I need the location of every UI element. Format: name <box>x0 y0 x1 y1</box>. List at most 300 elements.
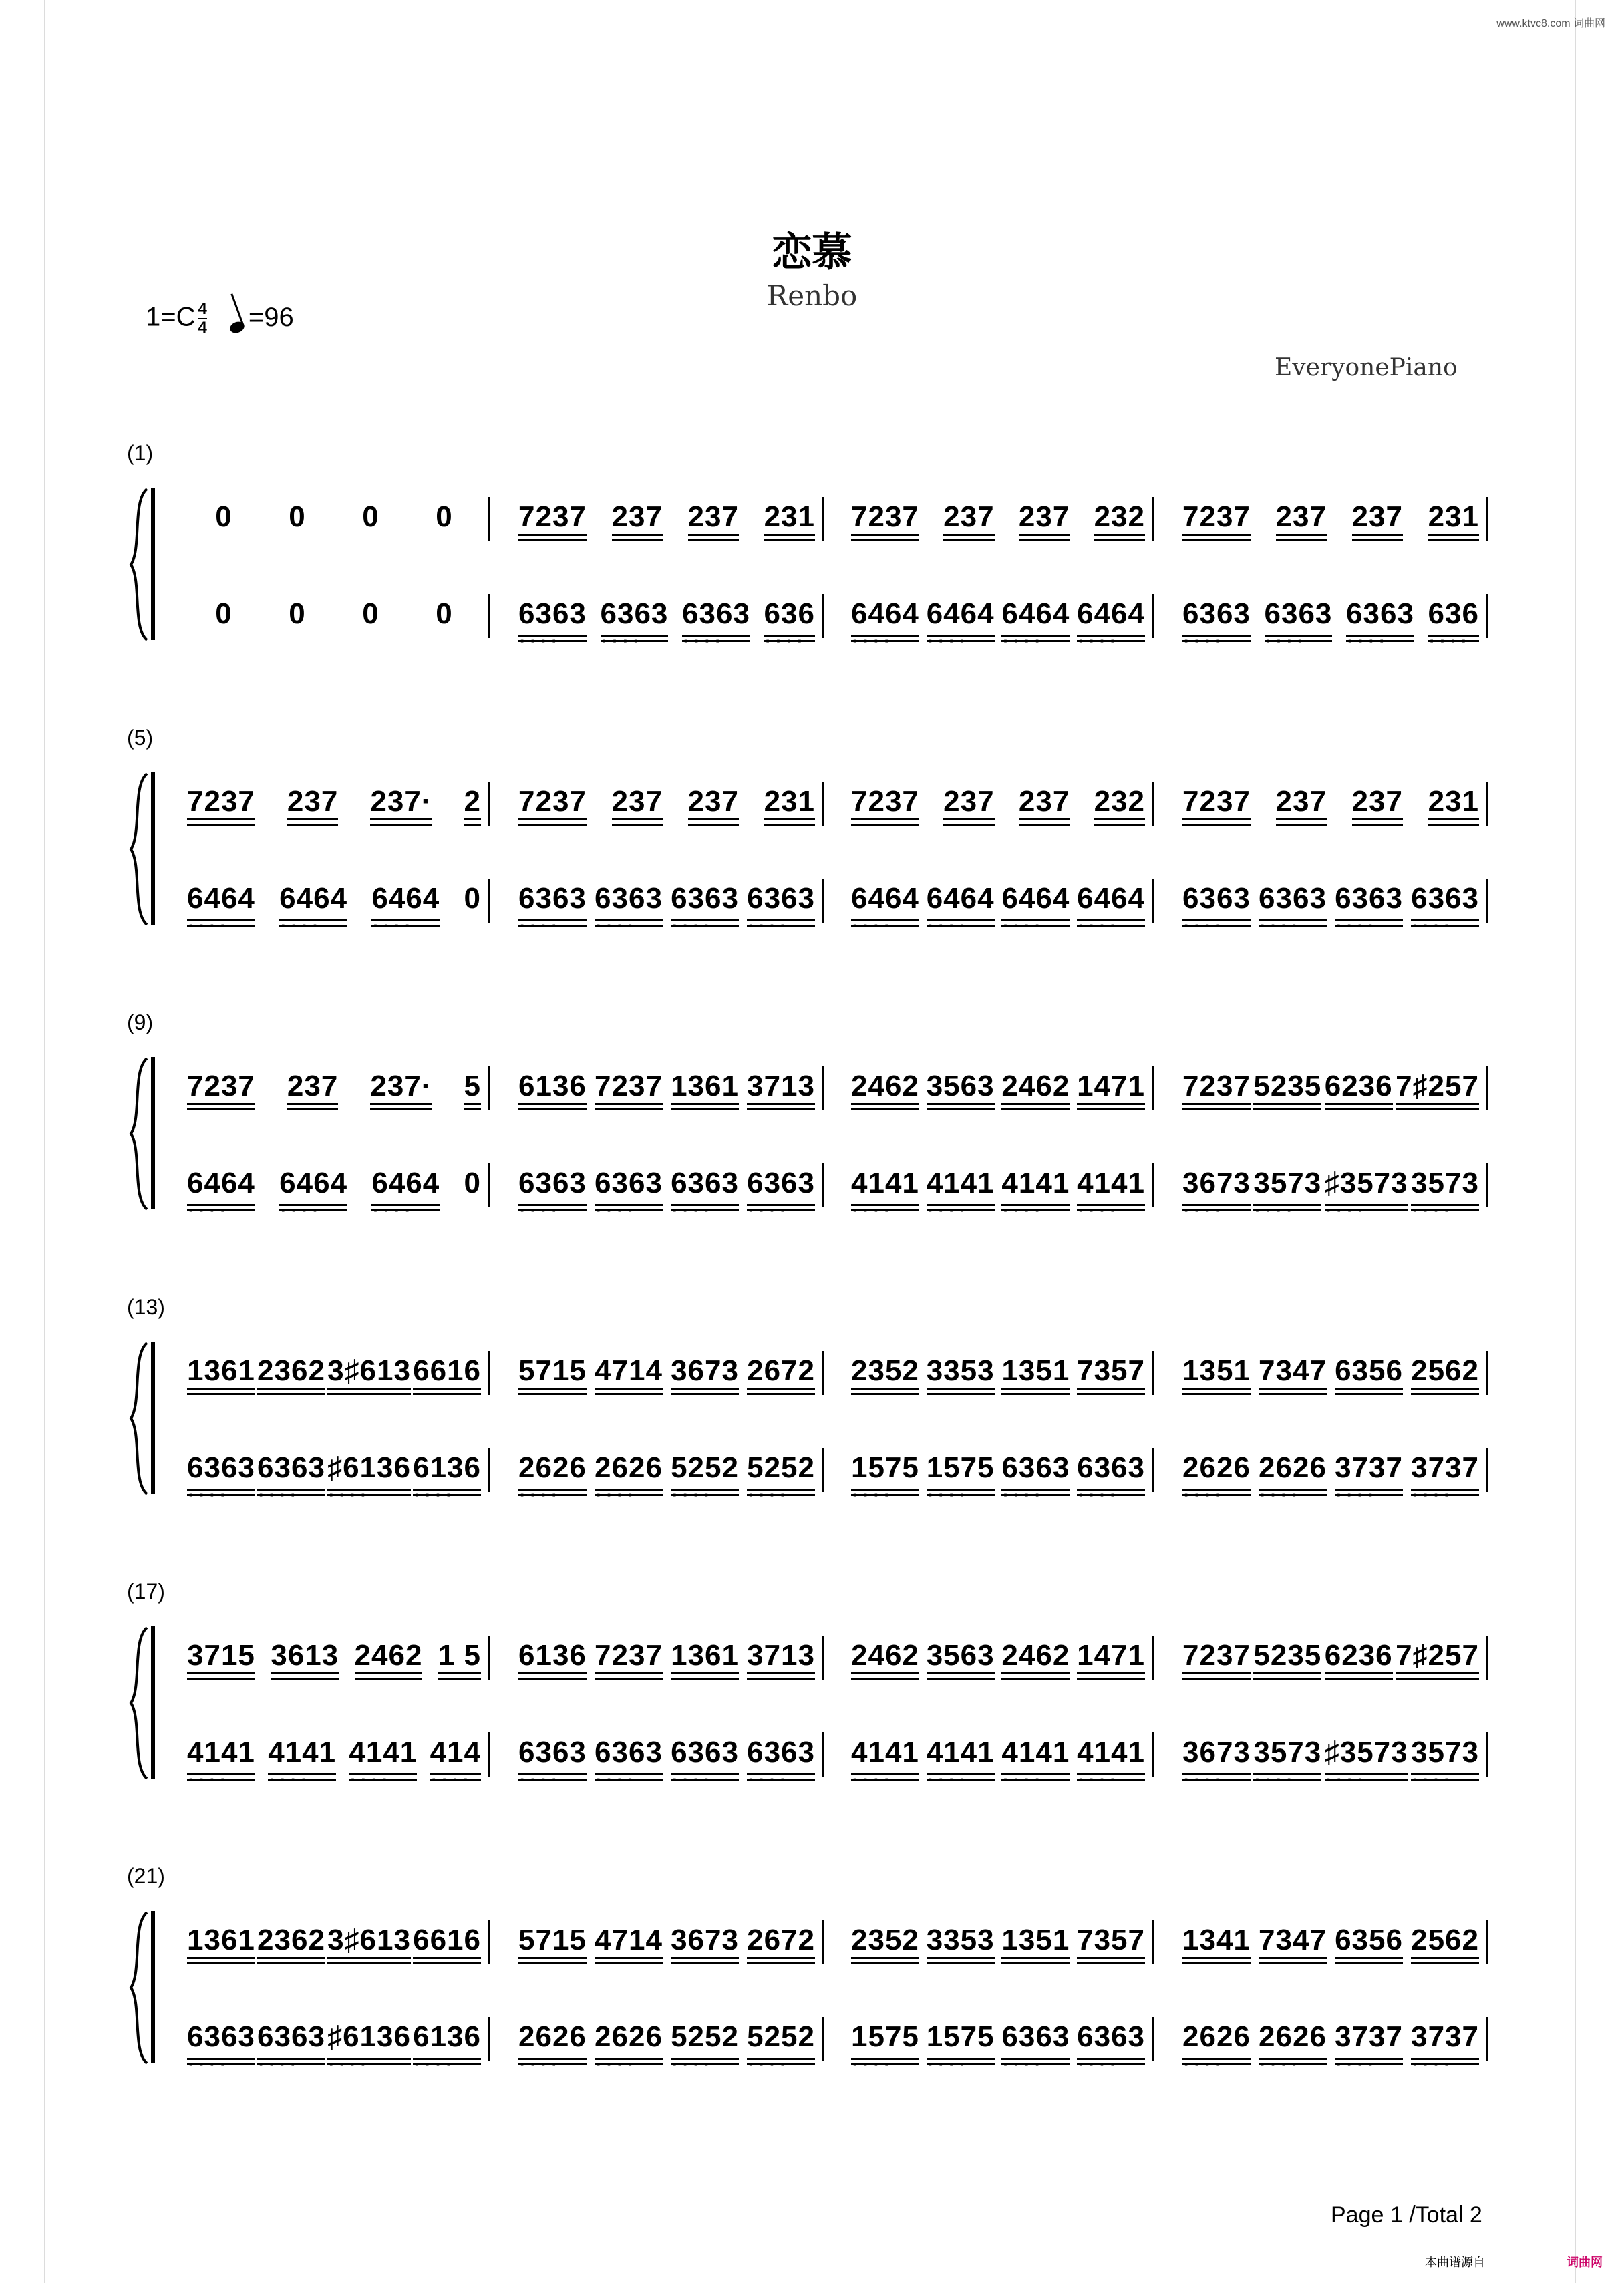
measure <box>851 1452 1145 1505</box>
score-system <box>127 1864 1496 2058</box>
note-group: 237 <box>688 786 739 828</box>
barline <box>822 879 824 923</box>
note-group: · · · · 3573 <box>1253 1736 1321 1783</box>
barline <box>822 594 824 638</box>
note-group: 7237 <box>851 501 919 544</box>
note-group: · · · · 5252 <box>671 1452 739 1499</box>
note-group: 3♯613 <box>327 1355 411 1398</box>
note-group: · · · · 3737 <box>1335 1452 1403 1499</box>
measure <box>851 1924 1145 1978</box>
barline <box>822 1448 824 1492</box>
upper-staff <box>127 1070 1496 1124</box>
note-group: · · · · 6363 <box>1001 2021 1070 2068</box>
note-group: · · · · 3737 <box>1411 1452 1479 1499</box>
note-group: · · · · 4141 <box>1001 1736 1070 1783</box>
note-group: 237 <box>1276 786 1327 828</box>
note-group: 6356 <box>1335 1924 1403 1967</box>
note-group: 0 <box>289 500 306 533</box>
note-group: 237 <box>287 786 338 828</box>
barline <box>488 1448 490 1492</box>
measure <box>518 1167 815 1221</box>
note-group: 2352 <box>851 1924 919 1967</box>
barline <box>822 1636 824 1680</box>
barline <box>822 497 824 541</box>
note-group: 7237 <box>187 1070 255 1113</box>
note-group: · · · · 6363 <box>518 1167 587 1214</box>
score-title: 恋慕 <box>772 229 852 276</box>
note-group: · · · · 6363 <box>1335 883 1403 929</box>
note-group: · · · · 6363 <box>257 1452 325 1499</box>
note-group: 7347 <box>1259 1924 1327 1967</box>
barline <box>822 1920 824 1964</box>
note-group: 0 <box>464 882 481 915</box>
note-group: 1361 <box>671 1070 739 1113</box>
barline <box>1486 594 1488 638</box>
measure <box>1182 1452 1479 1505</box>
note-group: 7237 <box>1182 786 1251 828</box>
barline <box>1152 1066 1154 1110</box>
note-group: · · · · 3573 <box>1253 1167 1321 1214</box>
measure <box>1182 2021 1479 2075</box>
note-group: 7357 <box>1077 1355 1145 1398</box>
note-group: 7237 <box>595 1070 663 1113</box>
barline <box>488 1163 490 1207</box>
note-group: 6136 <box>518 1640 587 1682</box>
measure <box>518 501 815 555</box>
upper-staff <box>127 1924 1496 1978</box>
note-group: · · · · 3573 <box>1411 1736 1479 1783</box>
note-group: 1361 <box>671 1640 739 1682</box>
measure <box>851 1736 1145 1790</box>
measure <box>518 2021 815 2075</box>
note-group: · · · · 2626 <box>518 2021 587 2068</box>
note-group: · · · · 6363 <box>1411 883 1479 929</box>
measure <box>851 501 1145 555</box>
measure <box>851 1167 1145 1221</box>
note-group: · · · · 6363 <box>1001 1452 1070 1499</box>
note-group: 6356 <box>1335 1355 1403 1398</box>
lower-staff <box>127 1452 1496 1505</box>
barline <box>1486 1066 1488 1110</box>
time-top: 4 <box>198 300 207 318</box>
note-group: · · · · 6363 <box>1182 598 1251 645</box>
page-indicator: Page 1 /Total 2 <box>1331 2202 1482 2228</box>
note-group: · · · · 4141 <box>1077 1167 1145 1214</box>
note-group: 237 <box>1019 501 1070 544</box>
measure <box>851 883 1145 936</box>
note-group: 3613 <box>271 1640 339 1682</box>
note-group: 237 <box>612 786 663 828</box>
measure <box>518 1736 815 1790</box>
note-group: 237· <box>370 1070 432 1113</box>
key-label: 1=C <box>146 302 196 332</box>
note-group: · · · · 6363 <box>1077 2021 1145 2068</box>
measure-number: (13) <box>127 1295 165 1319</box>
note-group: 2672 <box>747 1924 815 1967</box>
note-group: · · · · 2626 <box>518 1452 587 1499</box>
note-group: · · · · 6363 <box>747 1736 815 1783</box>
barline <box>822 1732 824 1777</box>
note-group: · · · · 636 <box>764 598 815 645</box>
barline <box>822 2017 824 2061</box>
barline <box>488 879 490 923</box>
measure <box>187 598 481 651</box>
note-group: · · · · ♯6136 <box>327 2021 411 2068</box>
note-group: · · · · 2626 <box>1259 1452 1327 1499</box>
note-group: 7237 <box>1182 501 1251 544</box>
note-group: · · · · 6464 <box>187 1167 255 1214</box>
measure <box>518 1355 815 1408</box>
note-group: · · · · 6464 <box>851 883 919 929</box>
note-group: · · · · 5252 <box>671 2021 739 2068</box>
note-group: 0 <box>436 597 453 630</box>
tempo-value: =96 <box>248 302 294 332</box>
measure-number: (21) <box>127 1864 165 1888</box>
note-group: 7♯257 <box>1396 1640 1479 1682</box>
measure <box>1182 1640 1479 1693</box>
note-group: 2562 <box>1411 1924 1479 1967</box>
quarter-note-icon <box>228 319 246 335</box>
note-group: · · · · 6363 <box>595 883 663 929</box>
barline <box>1152 497 1154 541</box>
note-group: 3673 <box>671 1924 739 1967</box>
note-group: 6616 <box>413 1355 481 1398</box>
measure <box>851 1640 1145 1693</box>
measure <box>187 501 481 555</box>
measure <box>187 2021 481 2075</box>
note-group: 2672 <box>747 1355 815 1398</box>
barline <box>488 1636 490 1680</box>
note-group: 2352 <box>851 1355 919 1398</box>
note-group: 6236 <box>1325 1070 1393 1113</box>
measure <box>1182 883 1479 936</box>
note-group: 7237 <box>518 501 587 544</box>
measure <box>518 1070 815 1124</box>
note-group: 1471 <box>1077 1640 1145 1682</box>
note-group: 0 <box>362 500 379 533</box>
note-group: · · · · 1575 <box>927 1452 995 1499</box>
measure <box>187 1640 481 1693</box>
barline <box>1486 497 1488 541</box>
note-group: 232 <box>1094 786 1145 828</box>
note-group: 7237 <box>187 786 255 828</box>
note-group: · · · · 4141 <box>851 1736 919 1783</box>
note-group: · · · · 1575 <box>851 2021 919 2068</box>
note-group: · · · · 4141 <box>927 1167 995 1214</box>
measure <box>1182 1070 1479 1124</box>
note-group: 237 <box>612 501 663 544</box>
time-signature <box>198 301 207 337</box>
note-group: 2362 <box>257 1355 325 1398</box>
note-group: · · · · 6363 <box>518 883 587 929</box>
note-group: 3673 <box>671 1355 739 1398</box>
note-group: · · · · 6464 <box>927 883 995 929</box>
note-group: 1361 <box>187 1924 255 1967</box>
note-group: · · · · 6363 <box>595 1167 663 1214</box>
measure <box>518 883 815 936</box>
measure <box>187 1924 481 1978</box>
note-group: 0 <box>215 597 232 630</box>
barline <box>1486 879 1488 923</box>
barline <box>1152 879 1154 923</box>
barline <box>1152 594 1154 638</box>
note-group: · · · · 2626 <box>1182 1452 1251 1499</box>
note-group: 237 <box>1276 501 1327 544</box>
note-group: · · · · ♯3573 <box>1325 1167 1408 1214</box>
note-group: · · · · 636 <box>1428 598 1479 645</box>
note-group: · · · · 4141 <box>1001 1167 1070 1214</box>
note-group: · · · · 6363 <box>595 1736 663 1783</box>
upper-staff <box>127 1355 1496 1408</box>
note-group: 7237 <box>851 786 919 828</box>
note-group: · · · · 6363 <box>257 2021 325 2068</box>
score-system <box>127 726 1496 919</box>
note-group: 0 <box>215 500 232 533</box>
note-group: 7357 <box>1077 1924 1145 1967</box>
note-group: 2362 <box>257 1924 325 1967</box>
note-group: 237 <box>1352 786 1403 828</box>
note-group: 3353 <box>927 1355 995 1398</box>
barline <box>488 1066 490 1110</box>
barline <box>488 497 490 541</box>
note-group: · · · · 6363 <box>187 2021 255 2068</box>
note-group: · · · · 4141 <box>927 1736 995 1783</box>
note-group: · · · · ♯3573 <box>1325 1736 1408 1783</box>
note-group: 0 <box>362 597 379 630</box>
key-signature <box>146 301 294 337</box>
measure <box>851 598 1145 651</box>
note-group: · · · · ♯6136 <box>327 1452 411 1499</box>
score-system <box>127 1295 1496 1489</box>
note-group: 3713 <box>747 1640 815 1682</box>
barline <box>488 1732 490 1777</box>
note-group: 2462 <box>355 1640 423 1682</box>
note-group: · · · · 3573 <box>1411 1167 1479 1214</box>
note-group: 7♯257 <box>1396 1070 1479 1113</box>
score-system <box>127 1010 1496 1204</box>
note-group: · · · · 6464 <box>851 598 919 645</box>
barline <box>822 782 824 826</box>
note-group: 5235 <box>1253 1070 1321 1113</box>
note-group: 5 <box>464 1070 480 1113</box>
barline <box>1486 1351 1488 1395</box>
note-group: 1471 <box>1077 1070 1145 1113</box>
barline <box>1152 782 1154 826</box>
barline <box>822 1066 824 1110</box>
measure <box>1182 501 1479 555</box>
note-group: 237 <box>1352 501 1403 544</box>
measure <box>851 1070 1145 1124</box>
measure <box>187 883 481 936</box>
barline <box>1152 1920 1154 1964</box>
measure <box>187 786 481 839</box>
score-system <box>127 441 1496 635</box>
barline <box>488 2017 490 2061</box>
note-group: 237 <box>688 501 739 544</box>
score-system <box>127 1579 1496 1773</box>
note-group: · · · · 4141 <box>1077 1736 1145 1783</box>
measure <box>1182 1355 1479 1408</box>
note-group: · · · · 5252 <box>747 1452 815 1499</box>
barline <box>1152 1636 1154 1680</box>
note-group: · · · · 1575 <box>851 1452 919 1499</box>
measure <box>1182 598 1479 651</box>
note-group: · · · · 6464 <box>1077 598 1145 645</box>
note-group: 3353 <box>927 1924 995 1967</box>
measure <box>518 1452 815 1505</box>
note-group: 3563 <box>927 1070 995 1113</box>
note-group: · · · · 2626 <box>1259 2021 1327 2068</box>
measure <box>518 786 815 839</box>
note-group: · · · · 6464 <box>279 883 347 929</box>
note-group: 6616 <box>413 1924 481 1967</box>
note-group: 6136 <box>518 1070 587 1113</box>
barline <box>488 1920 490 1964</box>
note-group: 3♯613 <box>327 1924 411 1967</box>
note-group: 237 <box>287 1070 338 1113</box>
note-group: · · · · 5252 <box>747 2021 815 2068</box>
note-group: 7347 <box>1259 1355 1327 1398</box>
note-group: · · · · 2626 <box>595 1452 663 1499</box>
measure <box>851 786 1145 839</box>
measure <box>1182 1736 1479 1790</box>
note-group: · · · · 6464 <box>1001 883 1070 929</box>
barline <box>1486 1163 1488 1207</box>
barline <box>1486 1732 1488 1777</box>
note-group: · · · · 4141 <box>268 1736 336 1783</box>
barline <box>1486 1448 1488 1492</box>
barline <box>1486 1920 1488 1964</box>
barline <box>1152 1448 1154 1492</box>
time-bottom: 4 <box>198 319 207 337</box>
note-group: 2462 <box>1001 1640 1070 1682</box>
note-group: 5715 <box>518 1355 587 1398</box>
note-group: · · · · 2626 <box>595 2021 663 2068</box>
measure <box>1182 1924 1479 1978</box>
note-group: 7237 <box>518 786 587 828</box>
barline <box>1152 1351 1154 1395</box>
note-group: · · · · 2626 <box>1182 2021 1251 2068</box>
note-group: · · · · 1575 <box>927 2021 995 2068</box>
note-group: · · · · 3673 <box>1182 1167 1251 1214</box>
note-group: · · · · 6363 <box>1182 883 1251 929</box>
barline <box>1152 2017 1154 2061</box>
upper-staff <box>127 1640 1496 1693</box>
note-group: · · · · 4141 <box>187 1736 255 1783</box>
lower-staff <box>127 598 1496 651</box>
note-group: · · · · 4141 <box>349 1736 417 1783</box>
note-group: 7237 <box>1182 1640 1251 1682</box>
note-group: · · · · 6363 <box>747 883 815 929</box>
note-group: · · · · 6363 <box>671 883 739 929</box>
measure <box>518 1640 815 1693</box>
note-group: · · · · 6363 <box>682 598 750 645</box>
barline <box>822 1163 824 1207</box>
site-watermark: www.ktvc8.com 词曲网 <box>1496 18 1605 29</box>
note-group: 0 <box>464 1167 481 1199</box>
note-group: 1351 <box>1001 1924 1070 1967</box>
note-group: 0 <box>289 597 306 630</box>
note-group: 4714 <box>595 1355 663 1398</box>
note-group: 7237 <box>1182 1070 1251 1113</box>
barline <box>1486 2017 1488 2061</box>
note-group: 237 <box>1019 786 1070 828</box>
upper-staff <box>127 501 1496 555</box>
barline <box>488 782 490 826</box>
note-group: · · · · 4141 <box>851 1167 919 1214</box>
note-group: · · · · 6363 <box>518 598 587 645</box>
note-group: · · · · 6363 <box>671 1167 739 1214</box>
note-group: 1 5 <box>438 1640 481 1682</box>
measure-number: (1) <box>127 441 154 465</box>
score-subtitle: Renbo <box>766 279 858 312</box>
barline <box>822 1351 824 1395</box>
note-group: · · · · 6464 <box>371 883 440 929</box>
note-group: 1351 <box>1182 1355 1251 1398</box>
note-group: 237 <box>943 501 994 544</box>
note-group: 237 <box>943 786 994 828</box>
note-group: 7237 <box>595 1640 663 1682</box>
site-logo-text: 词曲网 <box>1567 2256 1603 2269</box>
note-group: · · · · 3673 <box>1182 1736 1251 1783</box>
measure <box>1182 1167 1479 1221</box>
lower-staff <box>127 1736 1496 1790</box>
note-group: 5235 <box>1253 1640 1321 1682</box>
page-edge-left <box>44 0 45 2283</box>
note-group: · · · · 6363 <box>1259 883 1327 929</box>
note-group: 2562 <box>1411 1355 1479 1398</box>
note-group: · · · · 6363 <box>1346 598 1414 645</box>
note-group: 3713 <box>747 1070 815 1113</box>
note-group: · · · · 6464 <box>1077 883 1145 929</box>
note-group: 4714 <box>595 1924 663 1967</box>
measure <box>518 1924 815 1978</box>
note-group: · · · · 6363 <box>187 1452 255 1499</box>
note-group: · · · · 6464 <box>927 598 995 645</box>
note-group: · · · · 6464 <box>279 1167 347 1214</box>
upper-staff <box>127 786 1496 839</box>
measure-number: (9) <box>127 1010 154 1034</box>
barline <box>1486 1636 1488 1680</box>
note-group: 3715 <box>187 1640 255 1682</box>
measure <box>518 598 815 651</box>
measure <box>1182 786 1479 839</box>
note-group: 231 <box>1428 786 1479 828</box>
note-group: · · · · 6363 <box>671 1736 739 1783</box>
note-group: · · · · 6136 <box>413 2021 481 2068</box>
measure <box>851 2021 1145 2075</box>
note-group: · · · · 6363 <box>1265 598 1333 645</box>
measure-number: (5) <box>127 726 154 750</box>
note-group: 232 <box>1094 501 1145 544</box>
note-group: 0 <box>436 500 453 533</box>
measure-number: (17) <box>127 1579 165 1604</box>
lower-staff <box>127 2021 1496 2075</box>
measure <box>187 1736 481 1790</box>
barline <box>488 1351 490 1395</box>
barline <box>1152 1163 1154 1207</box>
lower-staff <box>127 1167 1496 1221</box>
barline <box>1152 1732 1154 1777</box>
barline <box>488 594 490 638</box>
measure <box>187 1452 481 1505</box>
note-group: 231 <box>764 501 815 544</box>
note-group: 231 <box>764 786 815 828</box>
note-group: · · · · 3737 <box>1335 2021 1403 2068</box>
note-group: 6236 <box>1325 1640 1393 1682</box>
note-group: · · · · 6363 <box>747 1167 815 1214</box>
note-group: 2 <box>464 786 480 828</box>
